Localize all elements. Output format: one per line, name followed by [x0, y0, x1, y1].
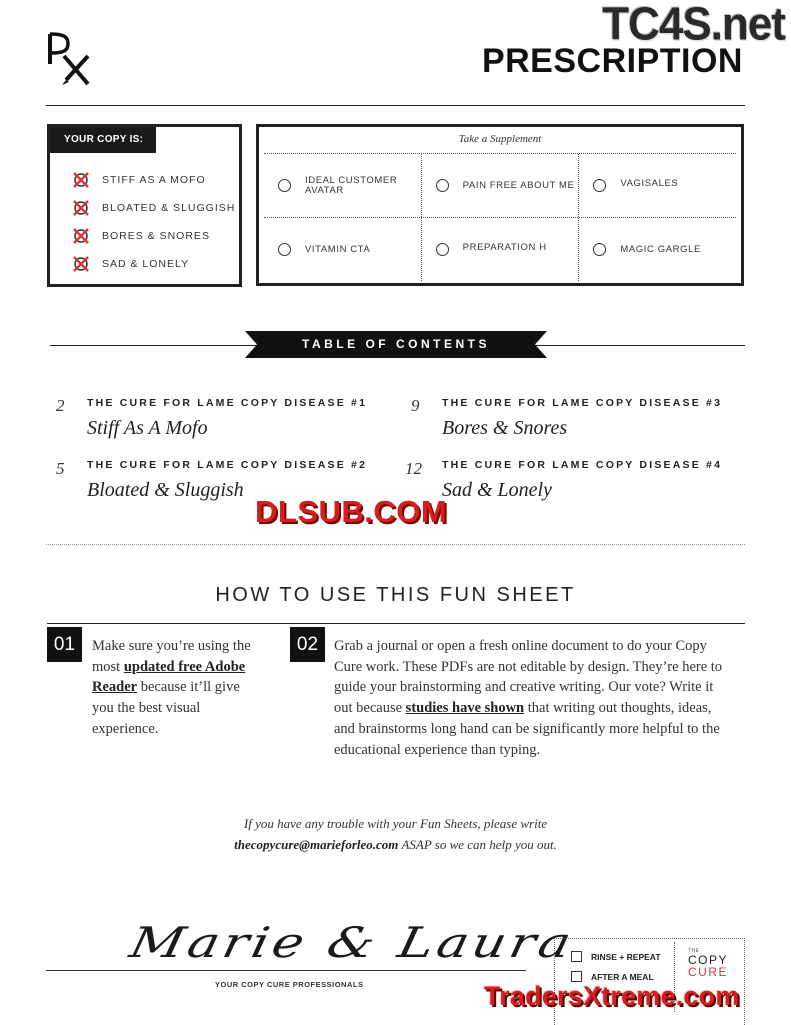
watermark-bottom: TradersXtreme.com — [484, 981, 740, 1011]
support-note-line2: ASAP so we can help you out. — [398, 837, 557, 852]
checkbox-square-icon[interactable] — [571, 951, 582, 962]
logo-copy: COPY — [688, 953, 729, 967]
studies-link[interactable]: studies have shown — [405, 700, 525, 717]
your-copy-list — [72, 166, 235, 278]
toc-entry-title[interactable]: Stiff As A Mofo — [87, 417, 208, 439]
radio-circle-icon[interactable] — [278, 179, 291, 192]
radio-circle-icon[interactable] — [593, 243, 606, 256]
signature-caption: YOUR COPY CURE PROFESSIONALS — [215, 980, 364, 989]
checked-x-icon — [72, 171, 90, 189]
your-copy-box — [47, 124, 242, 287]
supplement-option[interactable] — [264, 218, 421, 281]
footer-checkbox-item[interactable] — [571, 951, 661, 962]
supplement-option[interactable] — [421, 154, 579, 217]
supplement-row — [264, 154, 736, 218]
how-to-heading: HOW TO USE THIS FUN SHEET — [215, 584, 576, 606]
option-label: IDEAL CUSTOMER — [305, 174, 398, 186]
supplement-box — [256, 124, 744, 286]
option-label-line2: AVATAR — [305, 184, 344, 196]
toc-entry-title[interactable]: Bloated & Sluggish — [87, 479, 244, 501]
list-item — [72, 166, 235, 194]
logo-the: THE — [688, 948, 700, 954]
step-text-part: that writing out thoughts, ideas, and brainstorms long hand can be significantly more helpful to the educational experience than typing. — [334, 700, 720, 758]
toc-entry-title[interactable]: Sad & Lonely — [442, 479, 552, 501]
toc-entry-label[interactable]: THE CURE FOR LAME COPY DISEASE #2 — [87, 459, 368, 471]
supplement-option[interactable] — [264, 154, 421, 217]
list-item — [72, 194, 235, 222]
list-item — [72, 222, 235, 250]
radio-circle-icon[interactable] — [593, 179, 606, 192]
footer-item-label: RINSE + REPEAT — [591, 951, 661, 962]
step-text-part: because it’ll give you the best visual experience. — [92, 679, 240, 737]
copy-item-label: BORES & SNORES — [102, 230, 210, 242]
adobe-reader-link[interactable]: updated free Adobe Reader — [92, 658, 246, 696]
toc-entry-label[interactable]: THE CURE FOR LAME COPY DISEASE #3 — [442, 397, 723, 409]
toc-page-number: 9 — [411, 396, 420, 415]
support-email-link[interactable]: thecopycure@marieforleo.com — [234, 837, 399, 852]
watermark-middle: DLSUB.COM — [255, 494, 448, 529]
step-number-badge: 02 — [290, 627, 325, 662]
supplement-option[interactable] — [578, 154, 736, 217]
supplement-option[interactable] — [578, 218, 736, 281]
step-1-text — [92, 636, 252, 740]
toc-entry-title[interactable]: Bores & Snores — [442, 417, 568, 439]
option-label: VAGISALES — [620, 177, 679, 189]
copy-item-label: BLOATED & SLUGGISH — [102, 202, 236, 214]
copy-item-label: SAD & LONELY — [102, 258, 190, 270]
option-label: MAGIC GARGLE — [620, 243, 701, 255]
support-note — [0, 813, 791, 855]
signature: Marie & Laura — [125, 918, 580, 967]
toc-entry-label[interactable]: THE CURE FOR LAME COPY DISEASE #1 — [87, 397, 368, 409]
step-2-text — [334, 636, 734, 760]
footer-item-label: AFTER A MEAL — [591, 971, 654, 982]
support-note-line1: If you have any trouble with your Fun Sheets, please write — [243, 816, 548, 831]
toc-entry-label[interactable]: THE CURE FOR LAME COPY DISEASE #4 — [442, 459, 723, 471]
step-number-badge: 01 — [47, 627, 82, 662]
toc-page-number: 12 — [405, 459, 422, 478]
watermark-top: TC4S.net — [602, 0, 785, 51]
toc-page-number: 2 — [56, 396, 65, 415]
radio-circle-icon[interactable] — [436, 243, 449, 256]
header-divider — [46, 105, 745, 106]
supplement-option[interactable] — [421, 218, 579, 281]
supplement-row — [264, 218, 736, 281]
supplement-heading: Take a Supplement — [458, 133, 542, 145]
radio-circle-icon[interactable] — [278, 243, 291, 256]
checked-x-icon — [72, 255, 90, 273]
option-label: VITAMIN CTA — [305, 243, 371, 255]
checked-x-icon — [72, 199, 90, 217]
signature-line — [46, 970, 526, 971]
logo-cure: CURE — [688, 965, 729, 979]
copy-item-label: STIFF AS A MOFO — [102, 174, 206, 186]
list-item — [72, 250, 235, 278]
step-text-part: Make sure you’re using the most — [92, 638, 251, 675]
supplement-grid — [264, 153, 736, 278]
dotted-divider — [46, 544, 745, 545]
page-title: PRESCRIPTION — [481, 42, 743, 80]
toc-page-number: 5 — [56, 459, 65, 478]
option-label: PREPARATION H — [462, 241, 547, 253]
option-label: PAIN FREE ABOUT ME — [462, 179, 575, 191]
toc-heading: TABLE OF CONTENTS — [302, 337, 490, 351]
your-copy-heading: YOUR COPY IS: — [50, 127, 156, 153]
radio-circle-icon[interactable] — [436, 179, 449, 192]
step-text-part: Grab a journal or open a fresh online document to do your Copy Cure work. These PDFs are not editable by design. They’re here to guide your brainstorming and creative writing. Our vote? Write it out because — [334, 638, 723, 717]
how-to-divider — [47, 623, 745, 624]
checked-x-icon — [72, 227, 90, 245]
